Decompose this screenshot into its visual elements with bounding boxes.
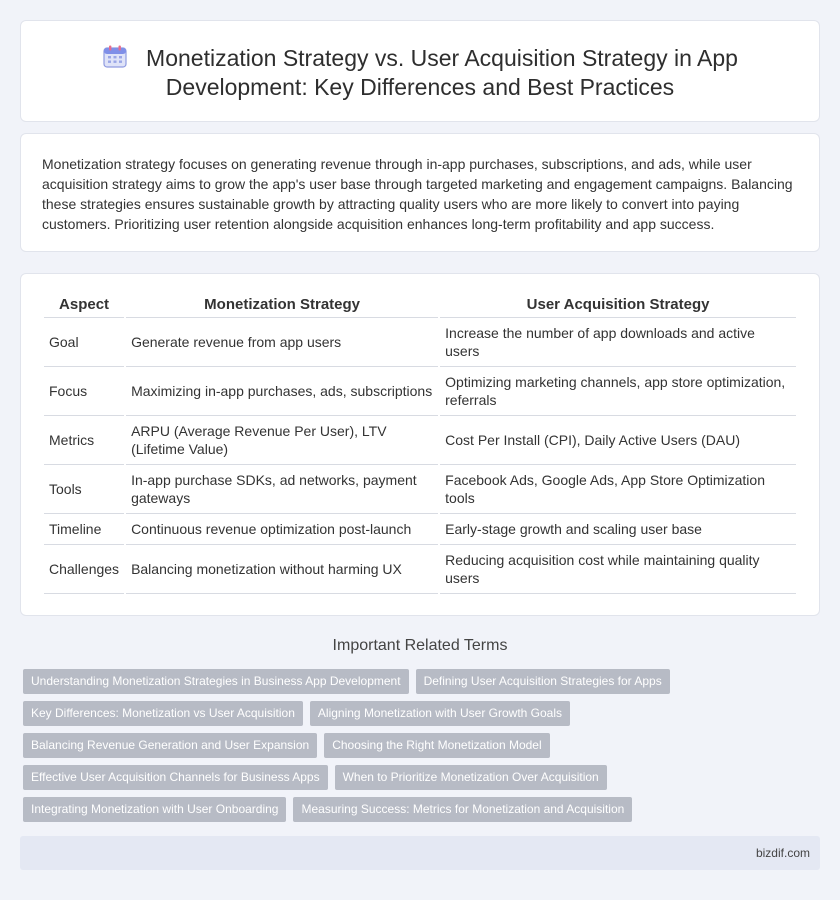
related-term-tag[interactable]: Defining User Acquisition Strategies for Apps [416, 669, 670, 694]
table-cell-monetization: Generate revenue from app users [126, 318, 438, 367]
table-cell-user-acquisition: Increase the number of app downloads and active users [440, 318, 796, 367]
related-term-tag[interactable]: Aligning Monetization with User Growth Goals [310, 701, 570, 726]
related-term-tag[interactable]: When to Prioritize Monetization Over Acquisition [335, 765, 607, 790]
site-name[interactable]: bizdif.com [755, 846, 810, 860]
intro-paragraph: Monetization strategy focuses on generating revenue through in-app purchases, subscriptions, and ads, while user acquisition strategy aims to grow the app's user base through targeted marketing and engagement campaigns. Balancing these strategies ensures sustainable growth by attracting quality users who are more likely to convert into paying customers. Prioritizing user retention alongside acquisition enhances long-term profitability and app success. [42, 156, 793, 232]
table-cell-monetization: Balancing monetization without harming UX [126, 545, 438, 594]
table-header-row [44, 296, 796, 318]
comparison-table [42, 296, 798, 594]
related-term-tag[interactable]: Measuring Success: Metrics for Monetization and Acquisition [293, 797, 632, 822]
related-term-tag[interactable]: Understanding Monetization Strategies in Business App Development [23, 669, 409, 694]
column-header-monetization: Monetization Strategy [126, 296, 438, 318]
calendar-icon [102, 45, 128, 69]
table-cell-user-acquisition: Early-stage growth and scaling user base [440, 514, 796, 545]
column-header-user-acquisition: User Acquisition Strategy [440, 296, 796, 318]
comparison-table-card [20, 273, 820, 616]
intro-card [20, 133, 820, 252]
related-terms-list [23, 669, 813, 829]
table-row [44, 514, 796, 545]
table-row [44, 465, 796, 514]
table-row [44, 416, 796, 465]
table-cell-aspect: Timeline [44, 514, 124, 545]
table-cell-aspect: Focus [44, 367, 124, 416]
page-title: Monetization Strategy vs. User Acquisition Strategy in App Development: Key Differences and Best Practices [146, 45, 738, 100]
related-term-tag[interactable]: Choosing the Right Monetization Model [324, 733, 549, 758]
column-header-aspect: Aspect [44, 296, 124, 318]
table-cell-aspect: Challenges [44, 545, 124, 594]
table-cell-monetization: Maximizing in-app purchases, ads, subscriptions [126, 367, 438, 416]
table-cell-user-acquisition: Facebook Ads, Google Ads, App Store Optimization tools [440, 465, 796, 514]
related-term-tag[interactable]: Effective User Acquisition Channels for Business Apps [23, 765, 328, 790]
title-card [20, 20, 820, 122]
footer [20, 836, 820, 870]
table-row [44, 367, 796, 416]
table-row [44, 318, 796, 367]
related-term-tag[interactable]: Balancing Revenue Generation and User Expansion [23, 733, 317, 758]
related-terms-heading: Important Related Terms [332, 637, 508, 654]
table-row [44, 545, 796, 594]
table-cell-user-acquisition: Reducing acquisition cost while maintaining quality users [440, 545, 796, 594]
related-term-tag[interactable]: Key Differences: Monetization vs User Acquisition [23, 701, 303, 726]
table-cell-aspect: Goal [44, 318, 124, 367]
table-cell-aspect: Tools [44, 465, 124, 514]
table-cell-aspect: Metrics [44, 416, 124, 465]
table-cell-monetization: ARPU (Average Revenue Per User), LTV (Lifetime Value) [126, 416, 438, 465]
table-cell-monetization: In-app purchase SDKs, ad networks, payment gateways [126, 465, 438, 514]
related-term-tag[interactable]: Integrating Monetization with User Onboarding [23, 797, 286, 822]
table-cell-user-acquisition: Cost Per Install (CPI), Daily Active Users (DAU) [440, 416, 796, 465]
table-cell-user-acquisition: Optimizing marketing channels, app store optimization, referrals [440, 367, 796, 416]
table-cell-monetization: Continuous revenue optimization post-launch [126, 514, 438, 545]
